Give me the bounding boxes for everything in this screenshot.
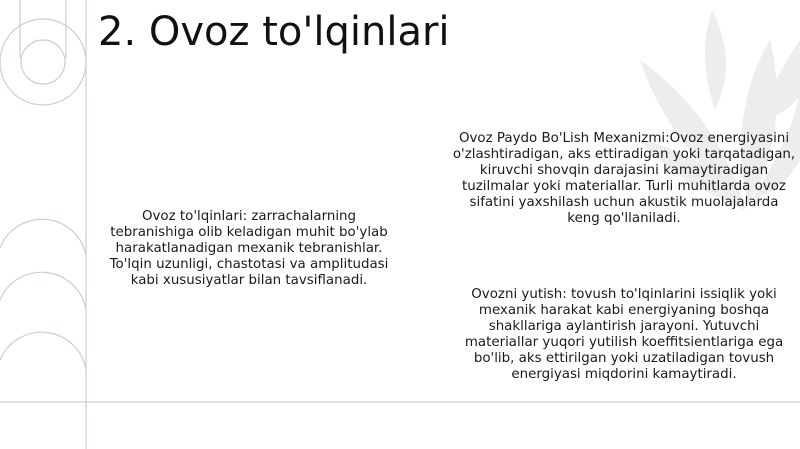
sound-mechanism-description: Ovoz Paydo Bo'Lish Mexanizmi:Ovoz energiyasini o'zlashtiradigan, aks ettiradigan yoki tarqatadigan, kiruvchi shovqin darajasini kamaytiradigan tuzilmalar yoki materiallar. Turli muhitlarda ovoz sifatini yaxshilash uchun akustik muolajalarda keng qo'llaniladi. [452, 131, 796, 226]
sound-waves-definition: Ovoz to'lqinlari: zarrachalarning tebranishiga olib keladigan muhit bo'ylab harakatlanadigan mexanik tebranishlar. To'lqin uzunligi, chastotasi va amplitudasi kabi xususiyatlar bilan tavsiflanadi. [109, 209, 389, 288]
slide-title: 2. Ovoz to'lqinlari [98, 9, 450, 55]
sound-absorption-description: Ovozni yutish: tovush to'lqinlarini issiqlik yoki mexanik harakat kabi energiyaning boshqa shakllariga aylantirish jarayoni. Yutuvchi materiallar yuqori yutilish koeffitsientlariga ega bo'lib, aks ettirilgan yoki uzatiladigan tovush energiyasi miqdorini kamaytiradi. [464, 287, 784, 382]
